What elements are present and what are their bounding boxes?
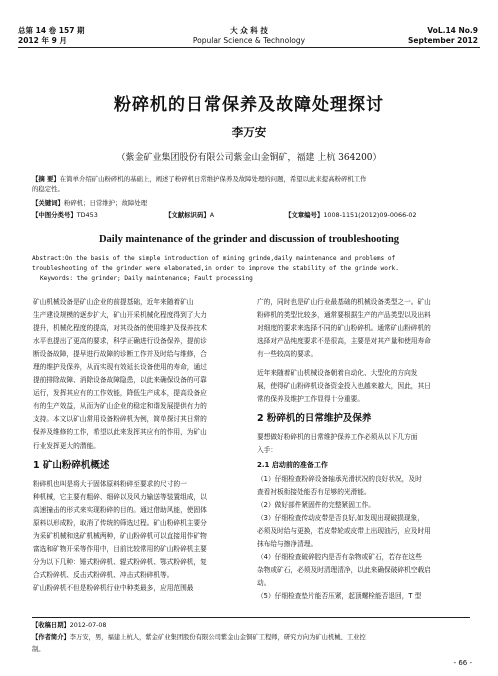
journal-issue: VoL.14 No.9 <box>427 26 478 35</box>
article-id-label: 【文章编号】 <box>285 211 324 219</box>
text-line: 矿山粉碎机不但是粉碎机行业中种类最多，应用范围最 <box>33 583 194 592</box>
journal-volume: 总第 14 卷 157 期 <box>18 26 85 35</box>
author-name: 李万安 <box>231 125 267 139</box>
text-line: 富选和矿物开采等作用中，目前比较常用的矿山粉碎机主要 <box>33 544 207 553</box>
author-bio-text: 李万安，男，福建上杭人，紫金矿业集团股份有限公司紫金山金铜矿工程师，研究方向为矿山机械、工业控 <box>69 634 366 641</box>
text-line: 运行，发挥其应有的工作效能，降低生产成本，提高设备应 <box>33 389 207 398</box>
english-abstract-line1: Abstract:On the basis of the simple introduction of mining grinde,daily maintenance and problems of <box>32 255 396 262</box>
abstract-text: 在简单介绍矿山粉碎机的基础上，阐述了粉碎机日常维护保养及故障处理的问题，希望以此来提高粉碎机工作 <box>59 175 367 183</box>
text-line: 展，使得矿山粉碎机设备资金投入也越来越大，因此，其日 <box>257 382 431 391</box>
section-1-heading: 1 矿山粉碎机概述 <box>33 459 110 471</box>
text-line: 入手： <box>257 446 278 455</box>
english-keywords: Keywords: the grinder; Daily maintenance; Fault processing <box>40 275 253 282</box>
text-line: 合式粉碎机、反击式粉碎机、冲击式粉碎机等。 <box>33 570 174 579</box>
text-line: 行业发挥更大的潜能。 <box>33 441 100 450</box>
clc-label: 【中图分类号】 <box>32 211 77 219</box>
keywords-zh <box>32 198 147 208</box>
text-line: 生产建设规模的逐步扩大，矿山开采机械化程度得到了大力 <box>33 311 207 320</box>
journal-month: September 2012 <box>408 36 478 45</box>
english-title: Daily maintenance of the grinder and discussion of troubleshooting <box>98 234 400 245</box>
checklist <box>257 473 470 603</box>
left-column <box>33 296 245 595</box>
text-line: 广的，同时也是矿山行业最基础的机械设备类型之一。矿山 <box>257 298 431 306</box>
list-item: 必须及时给与更换，若皮带轮或皮带上出现油污，应及时用 <box>257 526 431 535</box>
section-1-paragraph <box>33 478 245 595</box>
section-2-heading: 2 粉碎机的日常维护及保养 <box>257 413 372 425</box>
header-rule <box>18 47 480 48</box>
text-line: 水平也提出了更高的要求，科学正确进行设备保养，提前诊 <box>33 337 207 346</box>
text-line: 对细度的要求来选择不同的矿山粉碎机。通常矿山粉碎机的 <box>257 324 431 333</box>
abstract-zh-cont: 的稳定性。 <box>32 185 64 193</box>
journal-date: 2012 年 9 月 <box>18 36 67 45</box>
journal-name-en: Popular Science & Technology <box>192 36 306 45</box>
journal-name: 大 众 科 技 <box>230 26 268 35</box>
text-line: 保养及维修的工作，希望以此来发挥其应有的作用，为矿山 <box>33 428 207 437</box>
text-line: 提升，机械化程度的提高，对其设备的使用维护及保养技术 <box>33 324 207 333</box>
text-line: 断设备故障，提早进行故障的诊断工作并及时给与维修，合 <box>33 350 207 359</box>
list-item: （1）仔细检查粉碎设备轴承光滑状况的良好状况，及时 <box>257 474 422 483</box>
list-item: 动。 <box>257 578 271 587</box>
doc-code <box>165 210 214 220</box>
right-column <box>257 296 470 603</box>
keywords-text: 粉碎机；日常维护；故障处理 <box>63 199 148 207</box>
received-label: 【收稿日期】 <box>32 622 70 629</box>
page-number: - 66 - <box>453 659 472 667</box>
text-line: 分为以下几种：锤式粉碎机、辊式粉碎机、鄂式粉碎机，复 <box>33 557 207 566</box>
text-line: 支持。本文以矿山常用设备粉碎机为例，简单探讨其日常的 <box>33 415 207 424</box>
text-line: 有一些较高的要求。 <box>257 350 318 359</box>
list-item: （2）做好部件紧固件的完整紧固工作。 <box>257 500 375 509</box>
text-line: 提前排除故障、消除设备故障隐患，以此来确保设备的可靠 <box>33 376 207 385</box>
right-paragraph-1 <box>257 296 470 361</box>
received-date <box>32 620 106 631</box>
text-line: 要想做好粉碎机的日常维护保养工作必须从以下几方面 <box>257 433 418 442</box>
text-line: 有的生产效益，从而为矿山企业的稳定和谐发展提供有力的 <box>33 402 207 411</box>
text-line: 高速撞击的形式来实现粉碎的目的。通过借助风能，使固体 <box>33 505 207 514</box>
list-item: （3）仔细检查传动皮带是否良好,如发现出现破损现象， <box>257 513 424 522</box>
text-line: 粉碎机也叫是将大于固体原料粉碎至要求的尺寸的一 <box>33 479 187 488</box>
text-line: 粉碎机的类型比较多，通常要根据生产的产品类型以及出料 <box>257 311 431 320</box>
text-line: 选择对产品纯度要求不是很高，主要是对其产量和使用寿命 <box>257 337 431 346</box>
text-line: 近年来随着矿山机械设备朝着自动化、大型化的方向发 <box>257 369 418 378</box>
author-bio <box>32 632 472 643</box>
keywords-label: 【关键词】 <box>32 199 64 207</box>
text-line: 为采矿机械和选矿机械两种，矿山粉碎机可以直接用作矿物 <box>33 531 207 540</box>
text-line: 理的维护及保养，从而实现有效延长设备使用的寿命，通过 <box>33 363 207 372</box>
author-bio-label: 【作者简介】 <box>32 634 70 641</box>
subsection-2-1-heading: 2.1 启动前的准备工作 <box>257 460 328 469</box>
text-line: 矿山机械设备是矿山企业的前提基础，近年来随着矿山 <box>33 298 194 306</box>
list-item: 杂物或矿石，必须及时清理清净，以此来确保破碎机空载启 <box>257 565 431 574</box>
english-abstract-line2: troubleshooting of the grinder were elaborated,in order to improve the stability of the grinde work. <box>32 265 399 272</box>
text-line: 常的保养及维护工作显得十分重要。 <box>257 395 364 404</box>
author-affiliation: （紫金矿业集团股份有限公司紫金山金铜矿，福建 上杭 364200） <box>116 153 382 163</box>
author-bio-cont: 制。 <box>32 646 45 653</box>
clc-value: TD453 <box>76 211 98 219</box>
list-item: 抹布给与擦净清理。 <box>257 539 318 548</box>
intro-paragraph <box>33 296 245 453</box>
list-item: （5）仔细检查垫片能否压紧，起顶螺栓能否退回，T 型 <box>257 591 422 600</box>
text-line: 种机械，它主要有粗碎、细碎以及风力输送等装置组成，以 <box>33 492 207 501</box>
doc-value: A <box>209 211 215 219</box>
abstract-zh <box>32 174 472 184</box>
page-title: 粉碎机的日常保养及故障处理探讨 <box>114 95 384 115</box>
list-item: 查看衬板衔接处能否有足够的光滑能。 <box>257 487 371 496</box>
right-paragraph-2 <box>257 367 470 406</box>
received-value: 2012-07-08 <box>69 622 107 629</box>
clc-number <box>32 210 98 220</box>
text-line: 原料以形成粉，取消了传统的筛选过程。矿山粉碎机主要分 <box>33 518 207 527</box>
list-item: （4）仔细检查破碎腔内是否有杂物或矿石，若存在这些 <box>257 552 422 561</box>
abstract-label: 【摘 要】 <box>32 175 60 183</box>
article-id-value: 1008-1151(2012)09-0066-02 <box>323 211 417 219</box>
footnote-rule <box>32 617 470 618</box>
article-id <box>285 210 417 220</box>
section-2-paragraph <box>257 431 470 457</box>
doc-label: 【文献标识码】 <box>165 211 210 219</box>
